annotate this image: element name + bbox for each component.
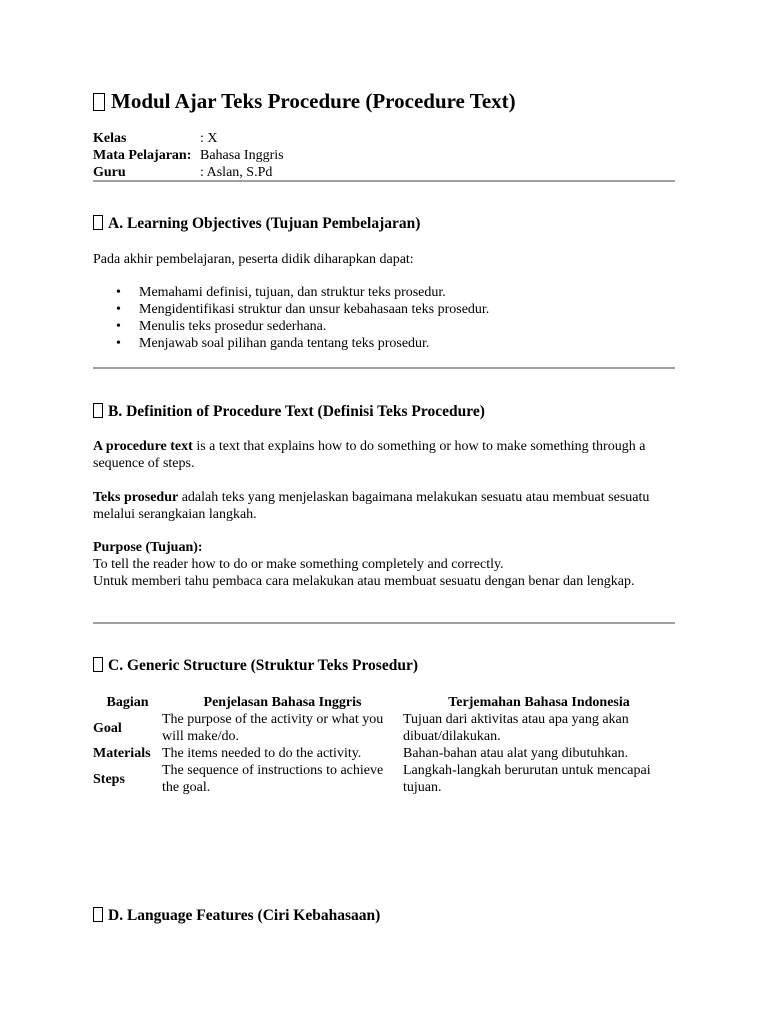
meta-label: Kelas: [93, 131, 127, 146]
meta-row-kelas: [93, 130, 284, 147]
divider: [93, 180, 675, 182]
table-cell-english: The sequence of instructions to achieve the goal.: [162, 763, 384, 795]
meta-value: : X: [200, 131, 218, 146]
purpose-indonesian: Untuk memberi tahu pembaca cara melakukan atau membuat sesuatu dengan benar dan lengkap.: [93, 574, 635, 589]
section-a-heading: [93, 214, 420, 233]
meta-value: : Aslan, S.Pd: [200, 165, 273, 180]
table-cell-indonesian: Tujuan dari aktivitas atau apa yang akan dibuat/dilakukan.: [403, 712, 629, 744]
missing-glyph-icon: [93, 907, 103, 922]
section-d-heading: [93, 906, 380, 925]
table-cell-indonesian: Langkah-langkah berurutan untuk mencapai tujuan.: [403, 763, 651, 795]
missing-glyph-icon: [93, 657, 103, 672]
section-c-heading: [93, 656, 418, 675]
definition-english: [93, 438, 675, 472]
list-item: • Menjawab soal pilihan ganda tentang teks prosedur.: [93, 335, 489, 352]
meta-value: Bahasa Inggris: [200, 148, 284, 163]
page-title-text: Modul Ajar Teks Procedure (Procedure Text): [111, 89, 516, 113]
table-row: [93, 711, 675, 745]
definition-text: is a text that explains how to do something or how to make something through a sequence of steps.: [93, 439, 646, 471]
table-header-row: [93, 693, 675, 711]
table-cell-part: Goal: [93, 720, 122, 736]
meta-label: Mata Pelajaran:: [93, 148, 192, 163]
section-c-heading-text: C. Generic Structure (Struktur Teks Prosedur): [108, 657, 418, 674]
structure-table: [93, 693, 675, 796]
divider: [93, 367, 675, 369]
section-b-heading-text: B. Definition of Procedure Text (Definisi Teks Procedure): [108, 403, 485, 420]
purpose-label: Purpose (Tujuan):: [93, 540, 203, 555]
purpose-english: To tell the reader how to do or make something completely and correctly.: [93, 557, 504, 572]
column-header: Terjemahan Bahasa Indonesia: [448, 694, 630, 710]
section-a-intro: Pada akhir pembelajaran, peserta didik diharapkan dapat:: [93, 252, 414, 267]
definition-indonesian: [93, 489, 675, 523]
table-cell-part: Steps: [93, 771, 125, 787]
page-title: [93, 88, 516, 114]
column-header: Bagian: [106, 694, 149, 710]
objectives-list: [93, 284, 489, 352]
section-a-heading-text: A. Learning Objectives (Tujuan Pembelajaran): [108, 215, 421, 232]
meta-label: Guru: [93, 165, 126, 180]
table-cell-indonesian: Bahan-bahan atau alat yang dibutuhkan.: [403, 746, 629, 761]
definition-text: adalah teks yang menjelaskan bagaimana melakukan sesuatu atau membuat sesuatu melalui serangkaian langkah.: [93, 490, 650, 522]
table-row: [93, 745, 675, 762]
table-cell-english: The purpose of the activity or what you will make/do.: [162, 712, 384, 744]
missing-glyph-icon: [93, 93, 105, 111]
column-header: Penjelasan Bahasa Inggris: [203, 694, 362, 710]
table-row: [93, 762, 675, 796]
section-b-heading: [93, 402, 485, 421]
missing-glyph-icon: [93, 215, 103, 230]
table-cell-part: Materials: [93, 746, 151, 761]
list-item: • Mengidentifikasi struktur dan unsur kebahasaan teks prosedur.: [93, 301, 489, 318]
section-d-heading-text: D. Language Features (Ciri Kebahasaan): [108, 907, 381, 924]
meta-info: [93, 130, 284, 181]
missing-glyph-icon: [93, 403, 103, 418]
table-cell-english: The items needed to do the activity.: [162, 746, 362, 761]
definition-term: Teks prosedur: [93, 490, 179, 505]
list-item: • Memahami definisi, tujuan, dan struktur teks prosedur.: [93, 284, 489, 301]
list-item: • Menulis teks prosedur sederhana.: [93, 318, 489, 335]
meta-row-mata-pelajaran: [93, 147, 284, 164]
meta-row-guru: [93, 164, 284, 181]
definition-term: A procedure text: [93, 439, 193, 454]
divider: [93, 622, 675, 624]
